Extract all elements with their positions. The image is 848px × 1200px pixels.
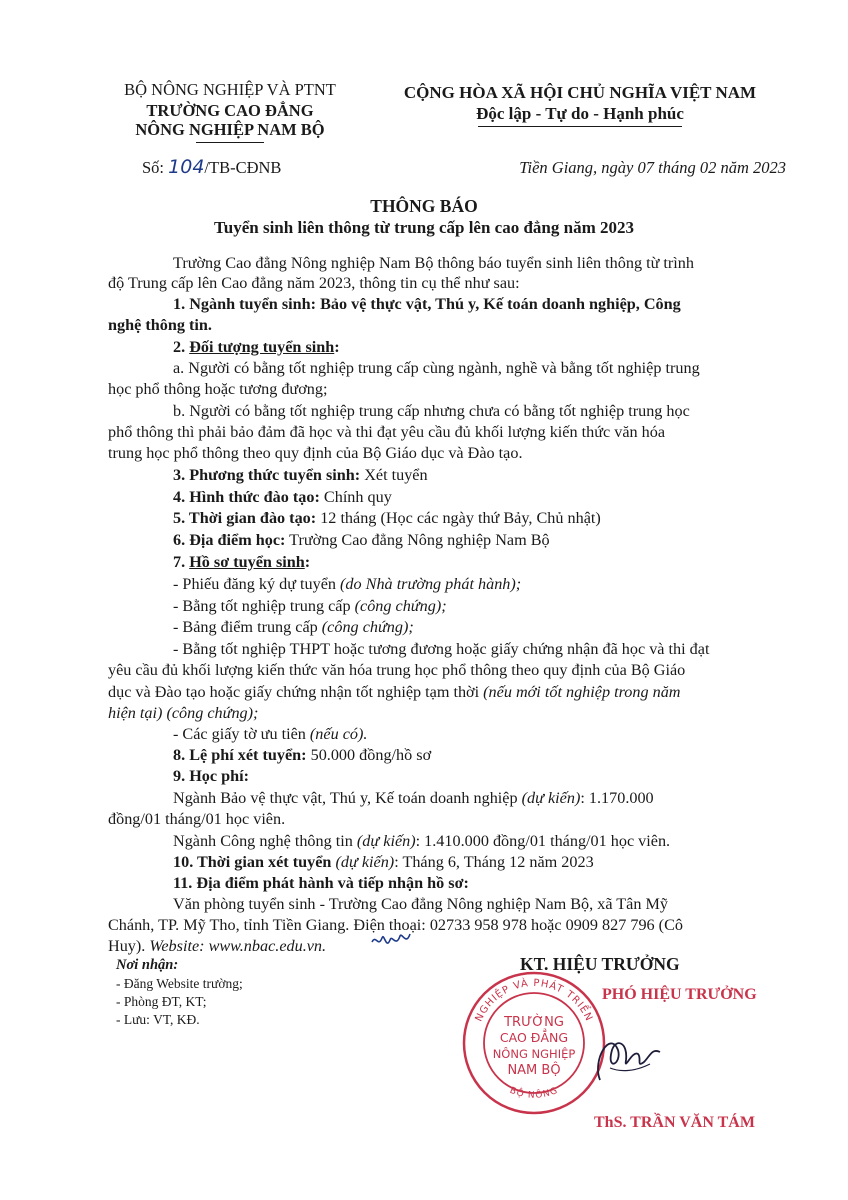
section-7d-cont — [108, 682, 681, 703]
stamp-text: NAM BỘ — [507, 1063, 561, 1078]
stamp-ring-bottom: BỘ NÔNG — [508, 1085, 560, 1101]
section-10 — [173, 852, 594, 873]
section-4-label: 4. Hình thức đào tạo: — [173, 488, 320, 506]
section-1: 1. Ngành tuyển sinh: Bảo vệ thực vật, Thú y, Kế toán doanh nghiệp, Công — [173, 295, 681, 313]
section-4-value: Chính quy — [319, 488, 392, 506]
number-suffix: /TB-CĐNB — [204, 158, 282, 177]
section-7e — [173, 724, 367, 745]
section-9b — [173, 831, 670, 852]
document-subtitle: Tuyển sinh liên thông từ trung cấp lên cao đẳng năm 2023 — [213, 218, 635, 237]
recipient-item: - Đăng Website trường; — [116, 976, 243, 991]
section-2b: b. Người có bằng tốt nghiệp trung cấp nhưng chưa có bằng tốt nghiệp trung học — [173, 402, 690, 420]
section-9a-cont: đồng/01 tháng/01 học viên. — [108, 810, 286, 828]
section-7d-cont: hiện tại) (công chứng); — [108, 704, 259, 722]
item-text: - Các giấy tờ ưu tiên — [173, 725, 310, 743]
item-note: (nếu mới tốt nghiệp trong năm — [483, 683, 681, 701]
section-2-number: 2. — [173, 338, 190, 356]
item-note: (dự kiến) — [356, 832, 416, 850]
section-1-cont: nghệ thông tin. — [108, 316, 212, 334]
kt-prefix: KT. — [520, 954, 549, 974]
section-9-heading: 9. Học phí: — [173, 767, 249, 785]
item-value: : 1.410.000 đồng/01 tháng/01 học viên. — [415, 832, 671, 850]
section-7d-cont: yêu cầu đủ khối lượng kiến thức văn hóa trung học phổ thông theo quy định của Bộ Giáo — [108, 661, 686, 679]
initials-scribble — [370, 928, 414, 954]
place-date: Tiền Giang, ngày 07 tháng 02 năm 2023 — [519, 158, 786, 177]
section-7-number: 7. — [173, 553, 190, 571]
section-11-heading: 11. Địa điểm phát hành và tiếp nhận hồ sơ: — [173, 874, 469, 892]
item-text: Huy). — [108, 937, 150, 955]
national-motto: Độc lập - Tự do - Hạnh phúc — [476, 104, 684, 123]
item-text: Ngành Bảo vệ thực vật, Thú y, Kế toán doanh nghiệp — [173, 789, 522, 807]
section-5 — [173, 508, 601, 529]
website-link[interactable]: Website: www.nbac.edu.vn. — [149, 937, 327, 955]
section-11-line: Văn phòng tuyển sinh - Trường Cao đẳng Nông nghiệp Nam Bộ, xã Tân Mỹ — [173, 895, 668, 913]
item-value: : 1.170.000 — [580, 789, 654, 807]
stamp-text: NÔNG NGHIỆP — [492, 1047, 576, 1061]
item-note: (nếu có). — [309, 725, 368, 743]
recipient-item: - Lưu: VT, KĐ. — [116, 1012, 200, 1027]
section-3 — [173, 465, 428, 486]
school-name-line1: TRƯỜNG CAO ĐẲNG — [146, 101, 314, 120]
recipient-item: - Phòng ĐT, KT; — [116, 994, 207, 1009]
document-number — [142, 156, 281, 178]
section-2-heading — [173, 337, 340, 358]
section-2a-cont: học phổ thông hoặc tương đương; — [108, 380, 328, 398]
section-3-label: 3. Phương thức tuyển sinh: — [173, 466, 361, 484]
item-note: (dự kiến) — [521, 789, 581, 807]
item-text: - Bảng điểm trung cấp — [173, 618, 322, 636]
ministry-name: BỘ NÔNG NGHIỆP VÀ PTNT — [124, 80, 336, 99]
section-9a — [173, 788, 654, 809]
svg-text:BỘ NÔNG — [508, 1086, 560, 1101]
intro-line: Trường Cao đẳng Nông nghiệp Nam Bộ thông báo tuyển sinh liên thông từ trình — [173, 254, 694, 272]
recipients-title: Nơi nhận: — [116, 957, 179, 973]
stamp-text: CAO ĐẲNG — [499, 1030, 569, 1045]
section-8 — [173, 745, 431, 766]
section-7-colon: : — [304, 553, 311, 571]
section-7-label: Hồ sơ tuyển sinh — [189, 553, 305, 571]
section-10-value: : Tháng 6, Tháng 12 năm 2023 — [394, 853, 594, 871]
section-11-line: Chánh, TP. Mỹ Tho, tỉnh Tiền Giang. Điện thoại: 02733 958 978 hoặc 0909 827 796 (Cô — [108, 916, 683, 934]
school-underline — [196, 142, 264, 143]
section-11-line — [108, 936, 326, 957]
section-2a: a. Người có bằng tốt nghiệp trung cấp cùng ngành, nghề và bằng tốt nghiệp trung — [173, 359, 700, 377]
section-7b — [173, 596, 447, 617]
item-note: (công chứng); — [321, 618, 414, 636]
section-7c — [173, 617, 414, 638]
section-2b-cont: phổ thông thì phải bảo đảm đã học và thi đạt yêu cầu đủ khối lượng kiến thức văn hóa — [108, 423, 666, 441]
section-2-colon: : — [334, 338, 340, 356]
intro-line: độ Trung cấp lên Cao đẳng năm 2023, thông tin cụ thể như sau: — [108, 274, 520, 292]
section-8-value: 50.000 đồng/hồ sơ — [306, 746, 432, 764]
stamp-ring-top: NGHIỆP VÀ PHÁT TRIỂN — [473, 977, 595, 1024]
item-note: (do Nhà trường phát hành); — [340, 575, 522, 593]
section-6-label: 6. Địa điểm học: — [173, 531, 286, 549]
handwritten-signature — [570, 1020, 670, 1090]
number-handwritten: 104 — [168, 156, 205, 178]
section-10-note: (dự kiến) — [331, 853, 395, 871]
republic-name: CỘNG HÒA XÃ HỘI CHỦ NGHĨA VIỆT NAM — [403, 83, 757, 102]
principal-title: HIỆU TRƯỞNG — [552, 954, 680, 974]
item-text: dục và Đào tạo hoặc giấy chứng nhận tốt nghiệp tạm thời — [108, 683, 484, 701]
section-7d: - Bằng tốt nghiệp THPT hoặc tương đương hoặc giấy chứng nhận đã học và thi đạt — [173, 640, 710, 658]
section-8-label: 8. Lệ phí xét tuyển: — [173, 746, 307, 764]
document-title: THÔNG BÁO — [370, 196, 478, 216]
section-5-label: 5. Thời gian đào tạo: — [173, 509, 317, 527]
section-7a — [173, 574, 521, 595]
section-2b-cont: trung học phổ thông theo quy định của Bộ Giáo dục và Đào tạo. — [108, 444, 523, 462]
motto-underline — [478, 126, 682, 127]
item-text: Ngành Công nghệ thông tin — [173, 832, 357, 850]
stamp-text: TRƯỜNG — [504, 1015, 564, 1030]
section-2-label: Đối tượng tuyển sinh — [189, 338, 335, 356]
item-text: - Phiếu đăng ký dự tuyển — [173, 575, 341, 593]
deputy-principal: PHÓ HIỆU TRƯỞNG — [602, 986, 757, 1003]
item-note: (công chứng); — [354, 597, 447, 615]
number-prefix: Số: — [142, 158, 165, 177]
section-5-value: 12 tháng (Học các ngày thứ Bảy, Chủ nhật) — [316, 509, 601, 527]
section-6-value: Trường Cao đẳng Nông nghiệp Nam Bộ — [285, 531, 550, 549]
section-10-label: 10. Thời gian xét tuyển — [173, 853, 332, 871]
section-7-heading — [173, 552, 310, 573]
section-4 — [173, 487, 392, 508]
item-text: - Bằng tốt nghiệp trung cấp — [173, 597, 355, 615]
signer-name: ThS. TRẦN VĂN TÁM — [594, 1114, 755, 1131]
section-6 — [173, 530, 550, 551]
school-name-line2: NÔNG NGHIỆP NAM BỘ — [135, 120, 325, 139]
section-3-value: Xét tuyển — [360, 466, 428, 484]
